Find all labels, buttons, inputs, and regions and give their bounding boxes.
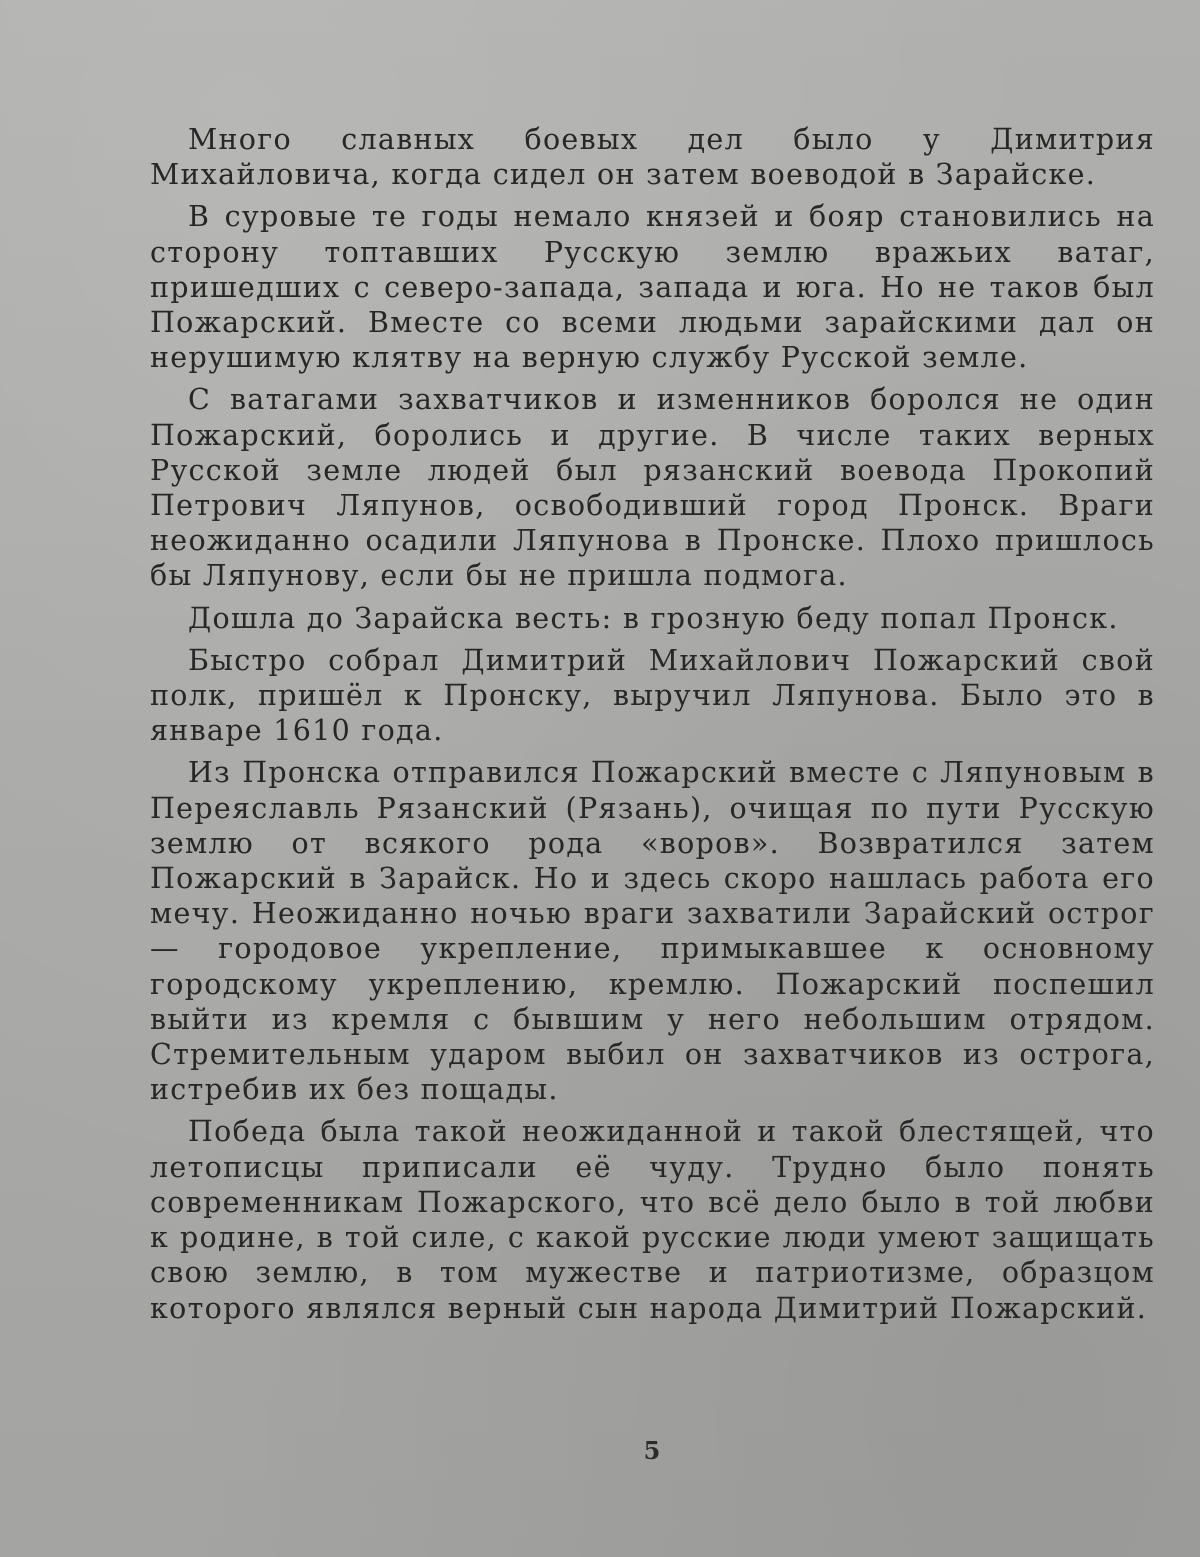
paragraph-7: Победа была такой неожиданной и такой блестящей, что летописцы приписали её чуду. Трудно было понять современникам Пожарского, что всё дело было в той любви к родине, в той силе, с какой русские люди умеют защищать свою землю, в том мужестве и патриотизме, образцом которого являлся верный сын народа Димитрий Пожарский. — [150, 1115, 1155, 1325]
paragraph-4: Дошла до Зарайска весть: в грозную беду попал Пронск. — [188, 601, 1119, 635]
paragraph-6: Из Пронска отправился Пожарский вместе с Ляпуновым в Переяславль Рязанский (Рязань), очищая по пути Русскую землю от всякого рода «воров». Возвратился затем Пожарский в Зарайск. Но и здесь скоро нашлась работа его мечу. Неожиданно ночью враги захватили Зарайский острог — городовое укрепление, примыкавшее к основному городскому укреплению, кремлю. Пожарский поспешил выйти из кремля с бывшим у него небольшим отрядом. Стремительным ударом выбил он захватчиков из острога, истребив их без пощады. — [150, 756, 1155, 1107]
paragraph-1: Много славных боевых дел было у Димитрия Михайловича, когда сидел он затем воеводой в Зарайске. — [150, 123, 1155, 192]
paragraph-3: С ватагами захватчиков и изменников боролся не один Пожарский, боролись и другие. В числе таких верных Русской земле людей был рязанский воевода Прокопий Петрович Ляпунов, освободивший город Пронск. Враги неожиданно осадили Ляпунова в Пронске. Плохо пришлось бы Ляпунову, если бы не пришла подмога. — [150, 383, 1155, 593]
paragraph-5: Быстро собрал Димитрий Михайлович Пожарский свой полк, пришёл к Пронску, выручил Ляпунова. Было это в январе 1610 года. — [150, 643, 1155, 748]
page-number: 5 — [643, 1436, 661, 1465]
paragraph-2: В суровые те годы немало князей и бояр становились на сторону топтавших Русскую землю вражьих ватаг, пришедших с северо-запада, запада и юга. Но не таков был Пожарский. Вместе со всеми людьми зарайскими дал он нерушимую клятву на верную службу Русской земле. — [150, 200, 1155, 375]
page-text — [150, 122, 1155, 1333]
